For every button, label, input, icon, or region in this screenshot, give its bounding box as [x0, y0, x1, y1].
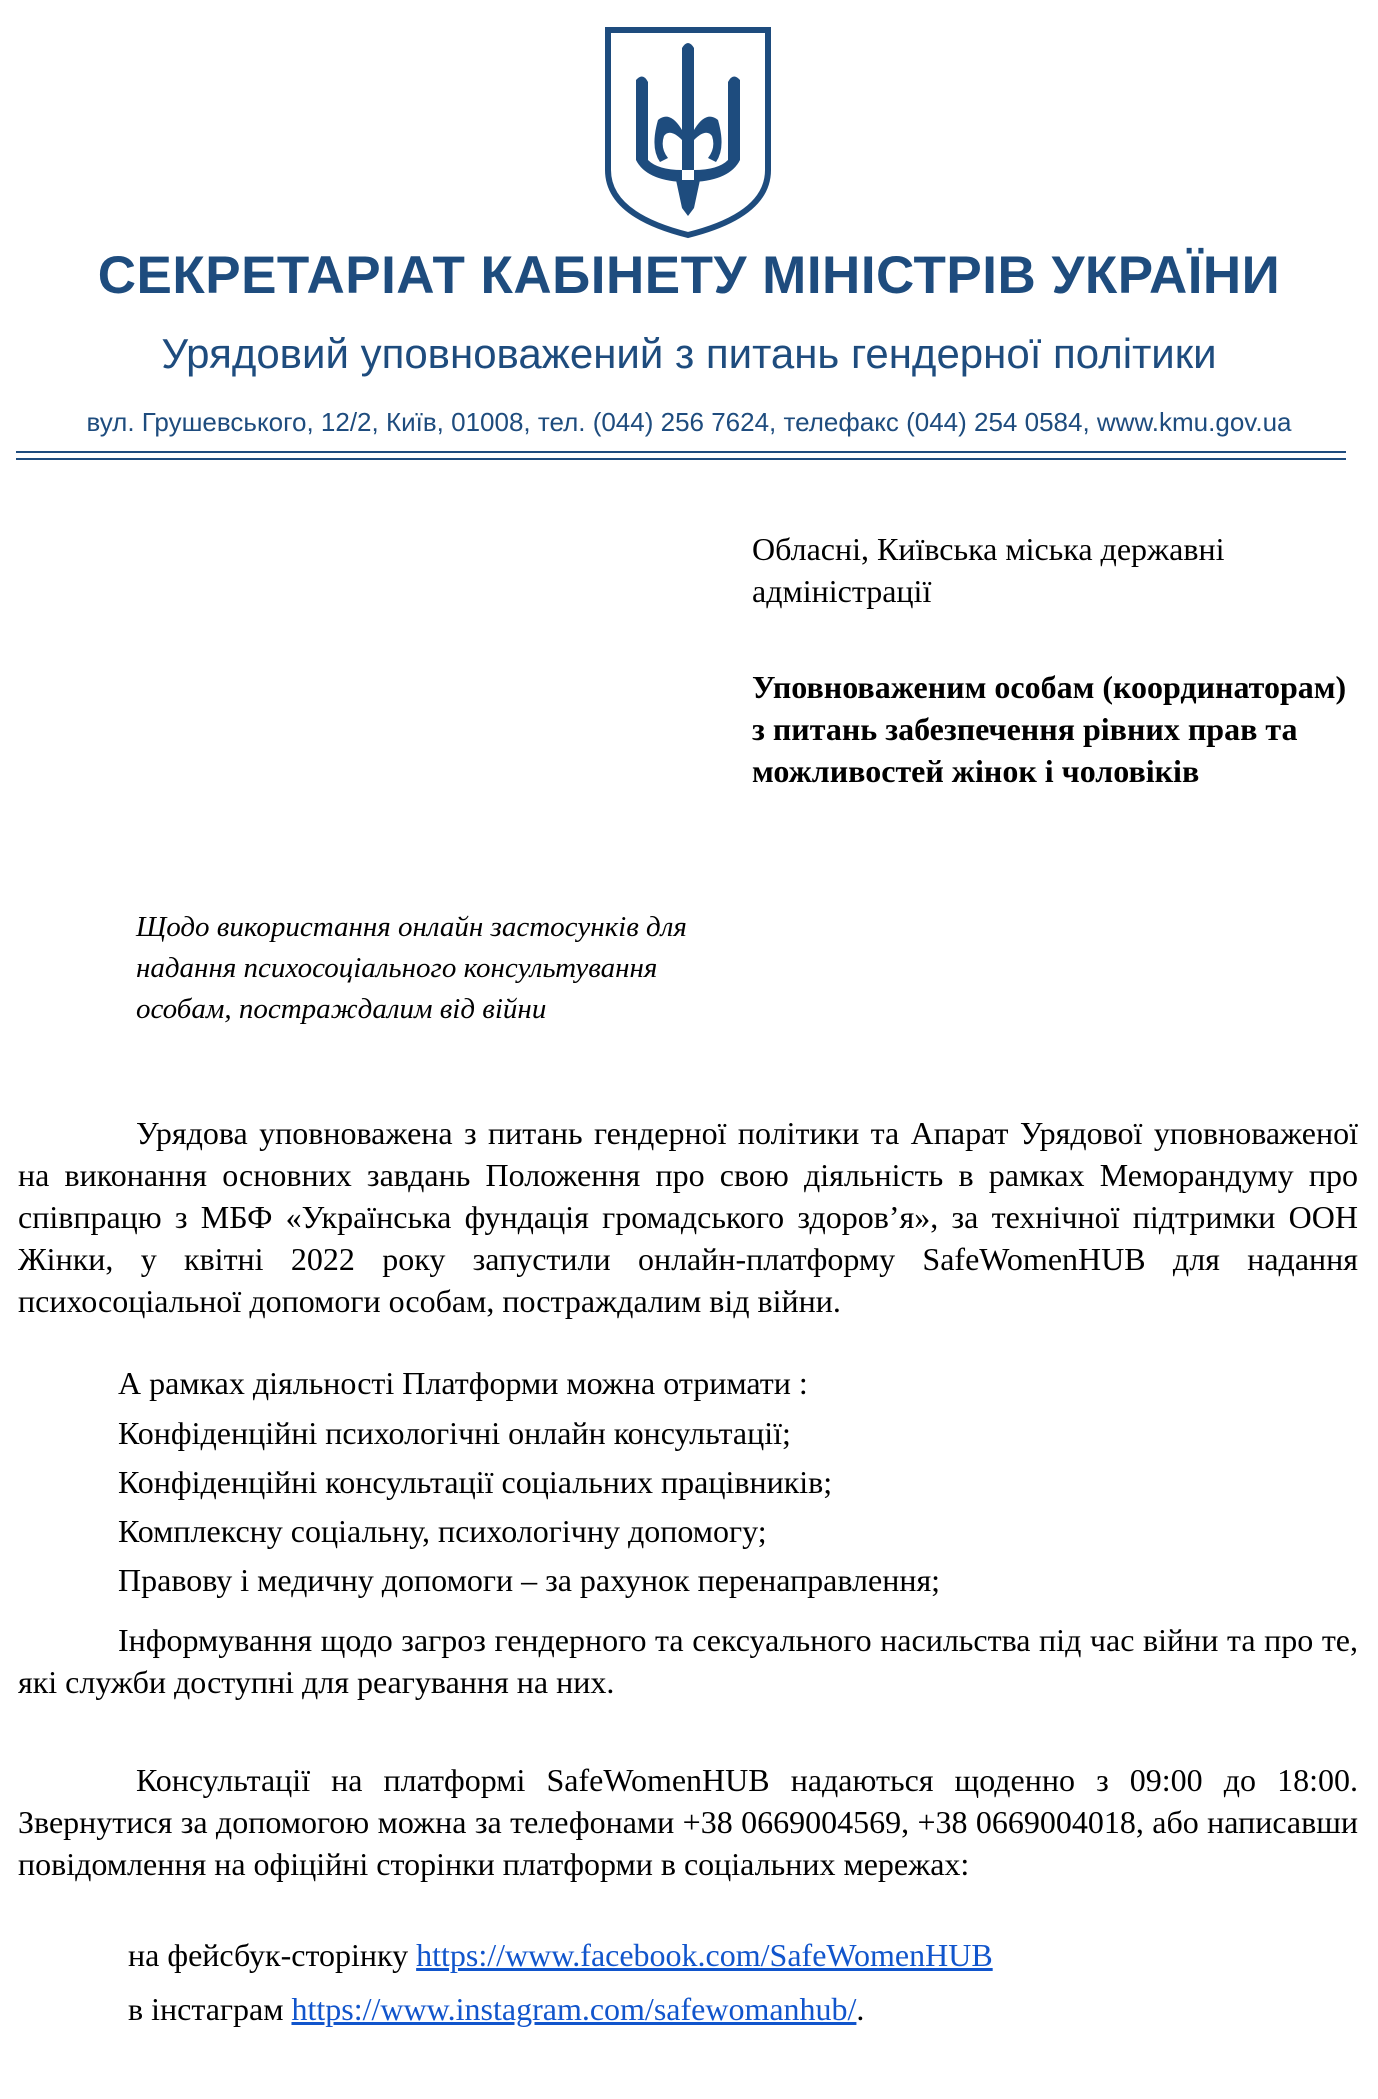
body-paragraph-list-intro: А рамках діяльності Платформи можна отримати :	[118, 1365, 808, 1401]
facebook-line	[128, 1934, 1348, 1976]
letter-subject: Щодо використання онлайн застосунків для надання психосоціального консультування особам, постраждалим від війни	[136, 911, 687, 1025]
list-item: Конфіденційні консультації соціальних працівників;	[118, 1464, 833, 1500]
list-item: Правову і медичну допомоги – за рахунок перенаправлення;	[118, 1562, 941, 1598]
list-item: Комплексну соціальну, психологічну допомогу;	[118, 1513, 767, 1549]
instagram-prefix: в інстаграм	[128, 1991, 292, 2027]
instagram-link[interactable]: https://www.instagram.com/safewomanhub/	[291, 1991, 857, 2027]
facebook-prefix: на фейсбук-сторінку	[128, 1937, 417, 1973]
letterhead-contacts: вул. Грушевського, 12/2, Київ, 01008, тел. (044) 256 7624, телефакс (044) 254 0584, www.kmu.gov.ua	[86, 407, 1292, 437]
addressee-coordinators: Уповноваженим особам (координаторам) з питань забезпечення рівних прав та можливостей жінок і чоловіків	[752, 669, 1347, 789]
facebook-link[interactable]: https://www.facebook.com/SafeWomenHUB	[416, 1937, 993, 1973]
trident-emblem-icon	[598, 20, 778, 242]
addressee-administrations: Обласні, Київська міська державні адміністрації	[752, 531, 1225, 609]
letterhead-divider-top	[16, 451, 1346, 453]
letterhead-title: СЕКРЕТАРІАТ КАБІНЕТУ МІНІСТРІВ УКРАЇНИ	[97, 246, 1281, 305]
body-paragraph-information: Інформування щодо загроз гендерного та сексуального насильства під час війни та про те, які служби доступні для реагування на них.	[18, 1622, 1358, 1700]
instagram-suffix: .	[856, 1991, 865, 2027]
letterhead-subtitle: Урядовий уповноважений з питань гендерної політики	[161, 330, 1217, 377]
body-paragraph-consultations: Консультації на платформі SafeWomenHUB надаються щоденно з 09:00 до 18:00. Звернутися за допомогою можна за телефонами +38 0669004569, +38 0669004018, або написавши повідомлення на офіційні сторінки платформи в соціальних мережах:	[18, 1762, 1358, 1882]
letterhead-divider-bottom	[16, 458, 1346, 460]
body-paragraph-intro: Урядова уповноважена з питань гендерної політики та Апарат Урядової уповноваженої на виконання основних завдань Положення про свою діяльність в рамках Меморандуму про співпрацю з МБФ «Українська фундація громадського здоров’я», за технічної підтримки ООН Жінки, у квітні 2022 року запустили онлайн-платформу SafeWomenHUB для надання психосоціальної допомоги особам, постраждалим від війни.	[18, 1115, 1358, 1319]
instagram-line	[128, 1988, 1348, 2030]
list-item: Конфіденційні психологічні онлайн консультації;	[118, 1415, 791, 1451]
